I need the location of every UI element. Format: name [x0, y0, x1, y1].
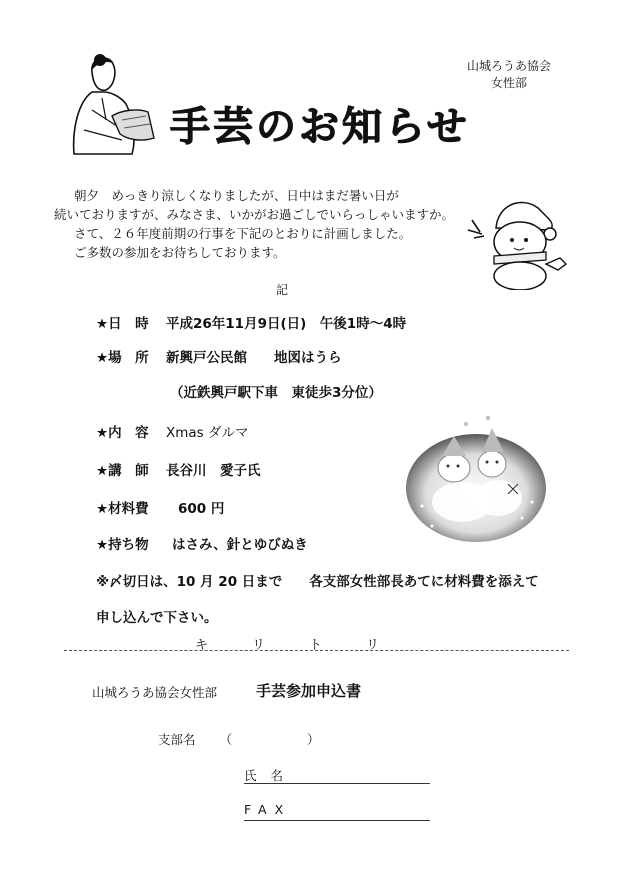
cut-char: リ: [366, 638, 380, 653]
form-org: 山城ろうあ協会女性部: [92, 685, 218, 700]
name-underline[interactable]: [244, 783, 430, 784]
cut-char: キ: [195, 638, 209, 653]
intro-paragraph: [54, 186, 494, 262]
org-dept: 女性部: [490, 76, 527, 90]
ki-heading: 記: [276, 283, 289, 297]
form-title: 手芸参加申込書: [256, 682, 362, 700]
detail-content: [96, 421, 249, 441]
name-field[interactable]: [244, 766, 297, 784]
detail-value: Xmas ダルマ: [166, 425, 249, 441]
fax-label: FAX: [244, 802, 292, 817]
detail-label: ★講 師: [96, 463, 149, 479]
name-label: 氏名: [244, 768, 298, 783]
detail-bring: [96, 533, 308, 553]
detail-place: [96, 346, 342, 366]
intro-line: ご多数の参加をお待ちしております。: [74, 245, 286, 260]
detail-value: 新興戸公民館 地図はうら: [166, 350, 342, 366]
deadline-note: ※〆切日は、10 月 20 日まで 各支部女性部長あてに材料費を添えて: [96, 574, 539, 590]
intro-line: 朝夕 めっきり涼しくなりましたが、日中はまだ暑い日が: [74, 188, 399, 203]
detail-label: ★内 容: [96, 425, 149, 441]
branch-label: 支部名: [158, 732, 196, 747]
fax-field[interactable]: [244, 802, 291, 817]
detail-label: ★材料費: [96, 501, 149, 517]
detail-label: ★場 所: [96, 350, 149, 366]
detail-teacher: [96, 459, 261, 479]
detail-value: 長谷川 愛子氏: [166, 463, 261, 479]
branch-paren: （ ）: [219, 732, 320, 747]
detail-value: 平成26年11月9日(日) 午後1時～4時: [166, 316, 407, 332]
branch-field[interactable]: [158, 730, 320, 748]
woman-sewing-illustration: [62, 50, 162, 160]
detail-date: [96, 312, 406, 332]
detail-label: ★日 時: [96, 316, 149, 332]
deadline-note-2: 申し込んで下さい。: [96, 610, 218, 626]
cut-char: ト: [309, 638, 323, 653]
detail-fee: [96, 497, 224, 517]
detail-label: ★持ち物: [96, 537, 149, 553]
cut-dashed-line: [64, 650, 569, 651]
intro-line: 続いておりますが、みなさま、いかがお過ごしでいらっしゃいますか。: [54, 207, 455, 222]
detail-value: はさみ、針とゆびぬき: [172, 537, 308, 553]
organization-header: [467, 58, 551, 92]
detail-value: 600 円: [178, 501, 225, 517]
page-title: 手芸のお知らせ: [170, 104, 470, 150]
snowman-illustration: [462, 190, 572, 290]
snow-globe-illustration: [392, 398, 552, 548]
fax-underline[interactable]: [244, 820, 430, 821]
cut-char: リ: [252, 638, 266, 653]
org-name: 山城ろうあ協会: [466, 59, 551, 73]
detail-place-sub: （近鉄興戸駅下車 東徒歩3分位）: [170, 385, 382, 401]
intro-line: さて、２６年度前期の行事を下記のとおりに計画しました。: [74, 226, 412, 241]
